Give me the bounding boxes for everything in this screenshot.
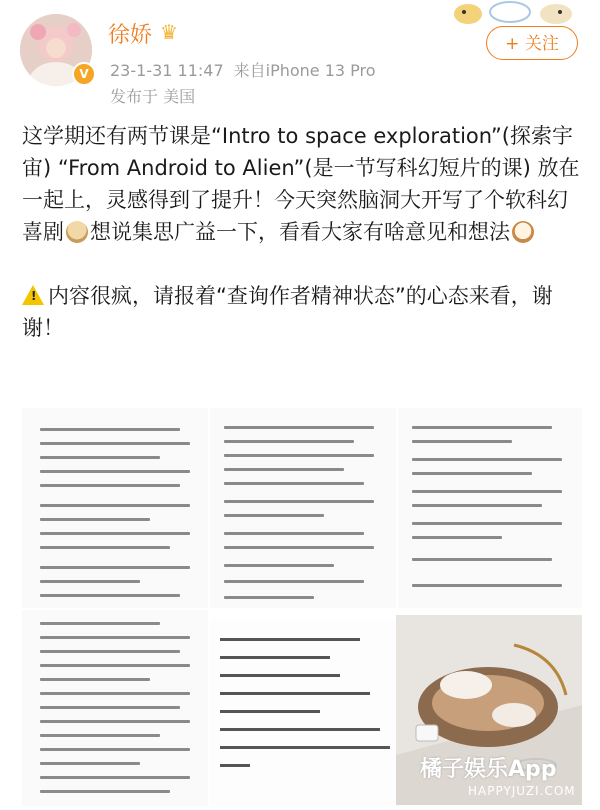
post-location: 发布于 美国 bbox=[110, 87, 196, 106]
post-source: 来自iPhone 13 Pro bbox=[233, 61, 376, 80]
follow-button[interactable]: + 关注 bbox=[486, 26, 578, 60]
post-paragraph: 这学期还有两节课是“Intro to space exploration”(探索宇宙) “From Android to Alien”(是一节写科幻短片的课) 放在一起上，灵感得到了提升！今天突然脑洞大开写了个软科幻喜剧 想说集思广益一下，看看大家有啥意见和想法 bbox=[22, 124, 580, 244]
image-thumbnail-2[interactable] bbox=[210, 408, 396, 608]
username[interactable]: 徐娇 bbox=[108, 23, 153, 48]
image-thumbnail-1[interactable] bbox=[22, 408, 208, 608]
image-thumbnail-4[interactable] bbox=[22, 610, 208, 806]
cat-emoji-icon bbox=[512, 221, 534, 243]
image-thumbnail-5[interactable] bbox=[210, 620, 396, 806]
warning-paragraph: ! 内容很疯，请报着“查询作者精神状态”的心态来看，谢谢！ bbox=[22, 284, 553, 340]
timestamp: 23-1-31 11:47 bbox=[110, 61, 224, 80]
post-body bbox=[22, 120, 582, 344]
watermark-text: 橘子娱乐App bbox=[420, 757, 557, 782]
post-meta bbox=[110, 58, 386, 81]
warning-icon: ! bbox=[22, 285, 44, 305]
verified-badge-icon: V bbox=[72, 62, 96, 86]
watermark-url: HAPPYJUZI.COM bbox=[468, 784, 576, 798]
crown-icon: ♛ bbox=[160, 20, 178, 44]
image-thumbnail-3[interactable] bbox=[398, 408, 582, 608]
doge-emoji-icon bbox=[66, 221, 88, 243]
